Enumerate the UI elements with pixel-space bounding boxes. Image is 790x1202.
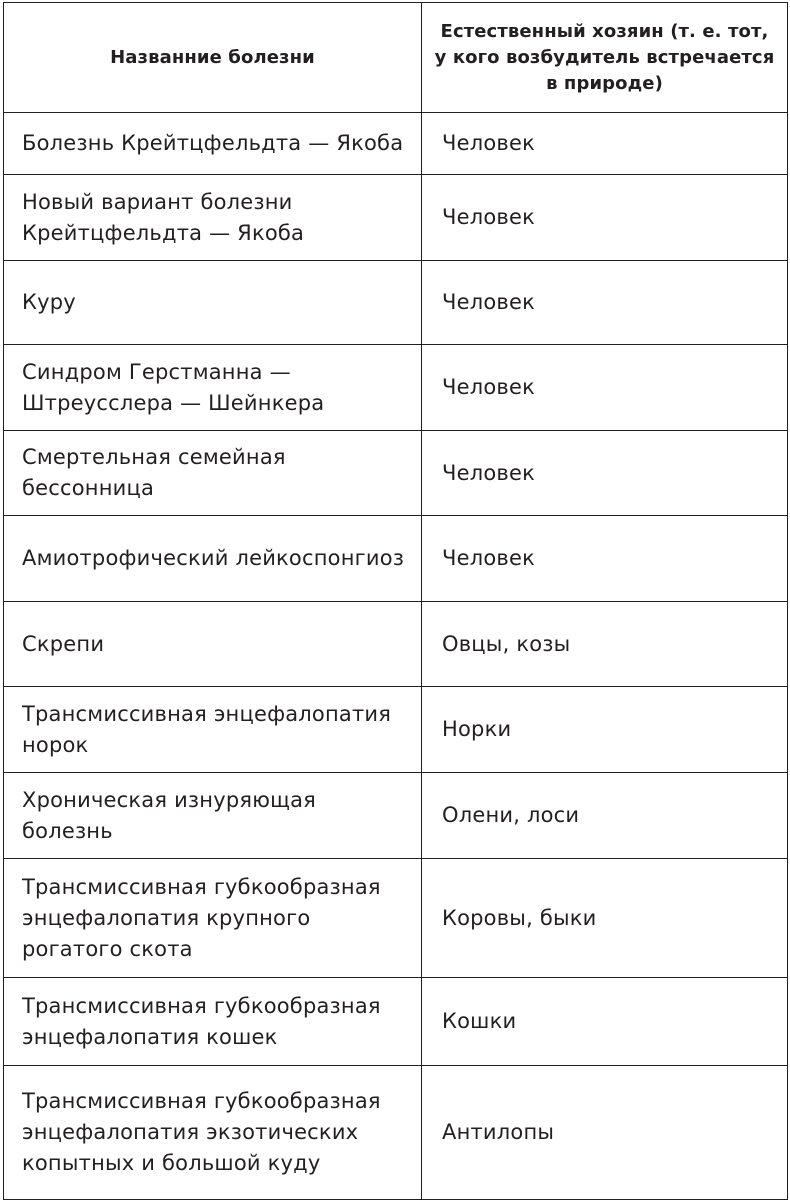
host-cell: Коровы, быки [422,859,788,978]
disease-cell: Трансмиссивная губкообразная энцефалопатия крупного рогатого скота [4,859,422,978]
disease-cell: Новый вариант болезни Крейтцфельдта — Якоба [4,175,422,261]
table-row [4,431,788,516]
header-natural-host: Естественный хозяин (т. е. тот, у кого возбудитель встречается в природе) [422,3,788,113]
disease-cell: Куру [4,261,422,345]
disease-cell: Амиотрофический лейкоспонгиоз [4,516,422,602]
disease-cell: Болезнь Крейтцфельдта — Якоба [4,113,422,175]
host-cell: Антилопы [422,1066,788,1200]
host-cell: Человек [422,175,788,261]
host-cell: Норки [422,687,788,773]
header-disease-name: Названние болезни [4,3,422,113]
disease-cell: Трансмиссивная губкообразная энцефалопатия экзотических копытных и большой куду [4,1066,422,1200]
table-row [4,859,788,978]
table-row [4,602,788,687]
table-row [4,1066,788,1200]
table-row [4,516,788,602]
host-cell: Олени, лоси [422,773,788,859]
host-cell: Человек [422,345,788,431]
host-cell: Человек [422,431,788,516]
host-cell: Человек [422,261,788,345]
disease-cell: Синдром Герстманна — Штреусслера — Шейнкера [4,345,422,431]
table-row [4,261,788,345]
table-row [4,773,788,859]
table-row [4,345,788,431]
table-row [4,113,788,175]
host-cell: Кошки [422,978,788,1066]
disease-cell: Трансмиссивная энцефалопатия норок [4,687,422,773]
table-row [4,175,788,261]
disease-cell: Скрепи [4,602,422,687]
host-cell: Овцы, козы [422,602,788,687]
prion-diseases-table [3,2,788,1200]
table-header-row [4,3,788,113]
host-cell: Человек [422,113,788,175]
disease-cell: Трансмиссивная губкообразная энцефалопатия кошек [4,978,422,1066]
disease-cell: Хроническая изнуряющая болезнь [4,773,422,859]
table-row [4,978,788,1066]
disease-cell: Смертельная семейная бессонница [4,431,422,516]
host-cell: Человек [422,516,788,602]
table-row [4,687,788,773]
